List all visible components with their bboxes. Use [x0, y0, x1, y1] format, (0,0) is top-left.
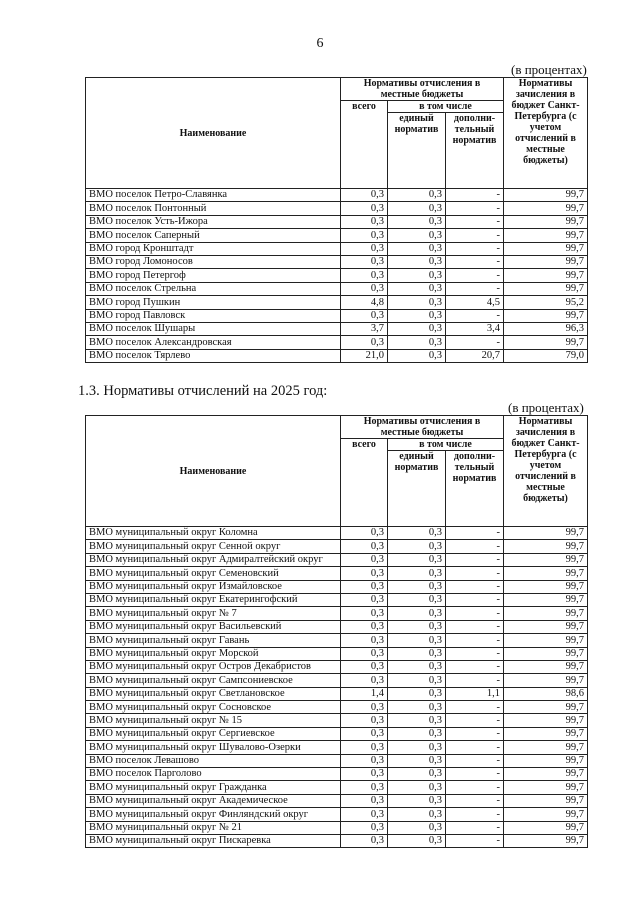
- table-row: [86, 768, 588, 781]
- cell-name: ВМО муниципальный округ № 15: [86, 714, 341, 727]
- cell-unified: 0,3: [388, 674, 446, 687]
- table-row: [86, 349, 588, 362]
- cell-total: 21,0: [341, 349, 388, 362]
- header-spb-budget: Нормативы зачисления в бюджет Санкт-Петербурга (с учетом отчислений в местные бюджеты): [504, 416, 588, 527]
- cell-total: 0,3: [341, 647, 388, 660]
- cell-unified: 0,3: [388, 255, 446, 268]
- cell-total: 0,3: [341, 269, 388, 282]
- table-row: [86, 269, 588, 282]
- page-number: 6: [316, 36, 324, 51]
- cell-additional: -: [446, 269, 504, 282]
- header-unified: единый норматив: [388, 113, 446, 189]
- cell-unified: 0,3: [388, 593, 446, 606]
- cell-spb: 99,7: [504, 202, 588, 215]
- cell-unified: 0,3: [388, 527, 446, 540]
- cell-spb: 99,7: [504, 553, 588, 566]
- cell-additional: -: [446, 701, 504, 714]
- cell-name: ВМО поселок Парголово: [86, 768, 341, 781]
- cell-total: 0,3: [341, 336, 388, 349]
- cell-additional: -: [446, 634, 504, 647]
- cell-unified: 0,3: [388, 714, 446, 727]
- cell-spb: 99,7: [504, 834, 588, 847]
- table-row: [86, 647, 588, 660]
- cell-name: ВМО муниципальный округ Шувалово-Озерки: [86, 741, 341, 754]
- header-local-budgets: Нормативы отчисления в местные бюджеты: [341, 78, 504, 101]
- cell-additional: 3,4: [446, 322, 504, 335]
- cell-name: ВМО поселок Усть-Ижора: [86, 215, 341, 228]
- table-row: [86, 229, 588, 242]
- cell-spb: 99,7: [504, 282, 588, 295]
- cell-spb: 99,7: [504, 189, 588, 202]
- table-row: [86, 202, 588, 215]
- table2-body: [86, 527, 588, 848]
- cell-unified: 0,3: [388, 553, 446, 566]
- header-total: всего: [341, 439, 388, 527]
- header-additional: дополни-тельный норматив: [446, 113, 504, 189]
- header-total: всего: [341, 101, 388, 189]
- cell-unified: 0,3: [388, 620, 446, 633]
- unit-note-table2: (в процентах): [508, 400, 584, 415]
- cell-total: 0,3: [341, 808, 388, 821]
- cell-total: 0,3: [341, 567, 388, 580]
- table1-body: [86, 189, 588, 363]
- cell-name: ВМО город Павловск: [86, 309, 341, 322]
- cell-total: 0,3: [341, 768, 388, 781]
- table-row: [86, 309, 588, 322]
- cell-name: ВМО город Ломоносов: [86, 255, 341, 268]
- cell-additional: -: [446, 768, 504, 781]
- cell-name: ВМО поселок Понтонный: [86, 202, 341, 215]
- unit-note-table1: (в процентах): [511, 62, 587, 77]
- cell-unified: 0,3: [388, 687, 446, 700]
- table-row: [86, 567, 588, 580]
- cell-unified: 0,3: [388, 794, 446, 807]
- cell-unified: 0,3: [388, 634, 446, 647]
- table-row: [86, 741, 588, 754]
- cell-name: ВМО город Пушкин: [86, 296, 341, 309]
- cell-additional: -: [446, 714, 504, 727]
- table-row: [86, 282, 588, 295]
- cell-spb: 99,7: [504, 580, 588, 593]
- table-row: [86, 701, 588, 714]
- cell-spb: 95,2: [504, 296, 588, 309]
- cell-spb: 99,7: [504, 634, 588, 647]
- cell-name: ВМО поселок Тярлево: [86, 349, 341, 362]
- header-including: в том числе: [388, 439, 504, 451]
- cell-spb: 99,7: [504, 215, 588, 228]
- cell-spb: 99,7: [504, 754, 588, 767]
- header-unified: единый норматив: [388, 451, 446, 527]
- table-row: [86, 296, 588, 309]
- table-row: [86, 527, 588, 540]
- cell-additional: 20,7: [446, 349, 504, 362]
- cell-spb: 99,7: [504, 781, 588, 794]
- cell-total: 0,3: [341, 834, 388, 847]
- cell-total: 1,4: [341, 687, 388, 700]
- cell-name: ВМО муниципальный округ Морской: [86, 647, 341, 660]
- cell-spb: 99,7: [504, 593, 588, 606]
- header-spb-budget: Нормативы зачисления в бюджет Санкт-Петербурга (с учетом отчислений в местные бюджеты): [504, 78, 588, 189]
- cell-spb: 99,7: [504, 242, 588, 255]
- cell-name: ВМО муниципальный округ Сергиевское: [86, 727, 341, 740]
- cell-spb: 99,7: [504, 269, 588, 282]
- cell-additional: -: [446, 754, 504, 767]
- cell-unified: 0,3: [388, 781, 446, 794]
- cell-additional: -: [446, 741, 504, 754]
- cell-total: 0,3: [341, 215, 388, 228]
- table-row: [86, 834, 588, 847]
- cell-additional: -: [446, 808, 504, 821]
- table-row: [86, 553, 588, 566]
- cell-additional: -: [446, 620, 504, 633]
- cell-unified: 0,3: [388, 336, 446, 349]
- cell-unified: 0,3: [388, 768, 446, 781]
- table-row: [86, 714, 588, 727]
- cell-unified: 0,3: [388, 229, 446, 242]
- cell-unified: 0,3: [388, 349, 446, 362]
- norms-table-2: [85, 415, 588, 848]
- cell-total: 0,3: [341, 255, 388, 268]
- cell-spb: 99,7: [504, 647, 588, 660]
- cell-spb: 99,7: [504, 540, 588, 553]
- table-row: [86, 754, 588, 767]
- cell-total: 0,3: [341, 781, 388, 794]
- cell-total: 0,3: [341, 189, 388, 202]
- cell-unified: 0,3: [388, 727, 446, 740]
- cell-total: 3,7: [341, 322, 388, 335]
- cell-unified: 0,3: [388, 754, 446, 767]
- cell-name: ВМО муниципальный округ Светлановское: [86, 687, 341, 700]
- cell-total: 0,3: [341, 282, 388, 295]
- cell-additional: -: [446, 607, 504, 620]
- table-row: [86, 794, 588, 807]
- cell-additional: 4,5: [446, 296, 504, 309]
- cell-unified: 0,3: [388, 322, 446, 335]
- table-row: [86, 687, 588, 700]
- cell-spb: 99,7: [504, 660, 588, 673]
- cell-additional: -: [446, 553, 504, 566]
- cell-additional: -: [446, 647, 504, 660]
- table-row: [86, 593, 588, 606]
- table-row: [86, 620, 588, 633]
- cell-spb: 99,7: [504, 527, 588, 540]
- cell-unified: 0,3: [388, 821, 446, 834]
- cell-spb: 99,7: [504, 794, 588, 807]
- cell-name: ВМО муниципальный округ Гражданка: [86, 781, 341, 794]
- cell-name: ВМО муниципальный округ № 21: [86, 821, 341, 834]
- table-row: [86, 322, 588, 335]
- cell-unified: 0,3: [388, 189, 446, 202]
- table-row: [86, 821, 588, 834]
- cell-additional: -: [446, 255, 504, 268]
- cell-unified: 0,3: [388, 215, 446, 228]
- cell-name: ВМО муниципальный округ Семеновский: [86, 567, 341, 580]
- cell-total: 0,3: [341, 754, 388, 767]
- cell-spb: 99,7: [504, 255, 588, 268]
- cell-additional: -: [446, 229, 504, 242]
- cell-total: 4,8: [341, 296, 388, 309]
- table-row: [86, 580, 588, 593]
- cell-total: 0,3: [341, 714, 388, 727]
- table-row: [86, 540, 588, 553]
- header-including: в том числе: [388, 101, 504, 113]
- cell-name: ВМО муниципальный округ Остров Декабристов: [86, 660, 341, 673]
- header-name: Наименование: [86, 416, 341, 527]
- header-name: Наименование: [86, 78, 341, 189]
- cell-spb: 99,7: [504, 620, 588, 633]
- table-row: [86, 660, 588, 673]
- table-row: [86, 781, 588, 794]
- cell-spb: 99,7: [504, 674, 588, 687]
- cell-name: ВМО муниципальный округ Финляндский округ: [86, 808, 341, 821]
- cell-spb: 96,3: [504, 322, 588, 335]
- cell-unified: 0,3: [388, 269, 446, 282]
- cell-spb: 99,7: [504, 714, 588, 727]
- cell-unified: 0,3: [388, 282, 446, 295]
- header-additional: дополни-тельный норматив: [446, 451, 504, 527]
- cell-name: ВМО город Кронштадт: [86, 242, 341, 255]
- cell-spb: 99,7: [504, 768, 588, 781]
- cell-unified: 0,3: [388, 647, 446, 660]
- cell-total: 0,3: [341, 660, 388, 673]
- table-row: [86, 242, 588, 255]
- cell-total: 0,3: [341, 593, 388, 606]
- cell-unified: 0,3: [388, 660, 446, 673]
- cell-additional: -: [446, 336, 504, 349]
- cell-additional: -: [446, 282, 504, 295]
- table-row: [86, 336, 588, 349]
- cell-additional: -: [446, 794, 504, 807]
- cell-name: ВМО поселок Петро-Славянка: [86, 189, 341, 202]
- cell-name: ВМО муниципальный округ Гавань: [86, 634, 341, 647]
- cell-total: 0,3: [341, 242, 388, 255]
- cell-name: ВМО муниципальный округ Сенной округ: [86, 540, 341, 553]
- cell-total: 0,3: [341, 701, 388, 714]
- cell-total: 0,3: [341, 741, 388, 754]
- table-row: [86, 808, 588, 821]
- cell-spb: 99,7: [504, 701, 588, 714]
- cell-unified: 0,3: [388, 741, 446, 754]
- section-heading: 1.3. Нормативы отчислений на 2025 год:: [78, 383, 328, 399]
- cell-name: ВМО муниципальный округ Сампсониевское: [86, 674, 341, 687]
- cell-additional: -: [446, 727, 504, 740]
- cell-additional: -: [446, 309, 504, 322]
- cell-unified: 0,3: [388, 607, 446, 620]
- cell-spb: 99,7: [504, 821, 588, 834]
- cell-total: 0,3: [341, 527, 388, 540]
- cell-total: 0,3: [341, 553, 388, 566]
- table-row: [86, 727, 588, 740]
- cell-total: 0,3: [341, 580, 388, 593]
- cell-unified: 0,3: [388, 567, 446, 580]
- cell-spb: 99,7: [504, 567, 588, 580]
- cell-unified: 0,3: [388, 580, 446, 593]
- table-row: [86, 255, 588, 268]
- cell-total: 0,3: [341, 607, 388, 620]
- cell-spb: 99,7: [504, 727, 588, 740]
- cell-unified: 0,3: [388, 309, 446, 322]
- cell-additional: -: [446, 202, 504, 215]
- cell-name: ВМО муниципальный округ Васильевский: [86, 620, 341, 633]
- cell-spb: 99,7: [504, 309, 588, 322]
- cell-spb: 99,7: [504, 336, 588, 349]
- cell-additional: -: [446, 215, 504, 228]
- cell-total: 0,3: [341, 727, 388, 740]
- cell-name: ВМО поселок Саперный: [86, 229, 341, 242]
- cell-name: ВМО город Петергоф: [86, 269, 341, 282]
- cell-name: ВМО муниципальный округ Измайловское: [86, 580, 341, 593]
- cell-additional: -: [446, 242, 504, 255]
- header-local-budgets: Нормативы отчисления в местные бюджеты: [341, 416, 504, 439]
- cell-additional: -: [446, 593, 504, 606]
- cell-name: ВМО муниципальный округ Екатерингофский: [86, 593, 341, 606]
- cell-additional: -: [446, 580, 504, 593]
- cell-name: ВМО муниципальный округ Адмиралтейский округ: [86, 553, 341, 566]
- cell-spb: 99,7: [504, 741, 588, 754]
- norms-table-1: [85, 77, 588, 363]
- cell-additional: -: [446, 189, 504, 202]
- cell-additional: 1,1: [446, 687, 504, 700]
- table-row: [86, 607, 588, 620]
- cell-name: ВМО муниципальный округ Академическое: [86, 794, 341, 807]
- cell-total: 0,3: [341, 674, 388, 687]
- cell-spb: 79,0: [504, 349, 588, 362]
- cell-unified: 0,3: [388, 701, 446, 714]
- cell-name: ВМО муниципальный округ Сосновское: [86, 701, 341, 714]
- table-row: [86, 215, 588, 228]
- cell-additional: -: [446, 781, 504, 794]
- cell-additional: -: [446, 527, 504, 540]
- cell-spb: 98,6: [504, 687, 588, 700]
- cell-name: ВМО поселок Шушары: [86, 322, 341, 335]
- table-row: [86, 634, 588, 647]
- cell-total: 0,3: [341, 309, 388, 322]
- cell-total: 0,3: [341, 540, 388, 553]
- cell-total: 0,3: [341, 229, 388, 242]
- cell-unified: 0,3: [388, 202, 446, 215]
- cell-additional: -: [446, 674, 504, 687]
- cell-total: 0,3: [341, 794, 388, 807]
- cell-name: ВМО поселок Стрельна: [86, 282, 341, 295]
- cell-additional: -: [446, 540, 504, 553]
- cell-name: ВМО поселок Левашово: [86, 754, 341, 767]
- cell-unified: 0,3: [388, 834, 446, 847]
- cell-name: ВМО муниципальный округ Пискаревка: [86, 834, 341, 847]
- cell-spb: 99,7: [504, 808, 588, 821]
- cell-spb: 99,7: [504, 607, 588, 620]
- cell-additional: -: [446, 821, 504, 834]
- cell-name: ВМО поселок Александровская: [86, 336, 341, 349]
- cell-total: 0,3: [341, 634, 388, 647]
- cell-additional: -: [446, 660, 504, 673]
- cell-additional: -: [446, 834, 504, 847]
- cell-name: ВМО муниципальный округ Коломна: [86, 527, 341, 540]
- table-row: [86, 674, 588, 687]
- table-row: [86, 189, 588, 202]
- cell-unified: 0,3: [388, 242, 446, 255]
- cell-unified: 0,3: [388, 808, 446, 821]
- cell-total: 0,3: [341, 620, 388, 633]
- cell-spb: 99,7: [504, 229, 588, 242]
- cell-additional: -: [446, 567, 504, 580]
- cell-unified: 0,3: [388, 296, 446, 309]
- cell-total: 0,3: [341, 202, 388, 215]
- cell-total: 0,3: [341, 821, 388, 834]
- cell-unified: 0,3: [388, 540, 446, 553]
- cell-name: ВМО муниципальный округ № 7: [86, 607, 341, 620]
